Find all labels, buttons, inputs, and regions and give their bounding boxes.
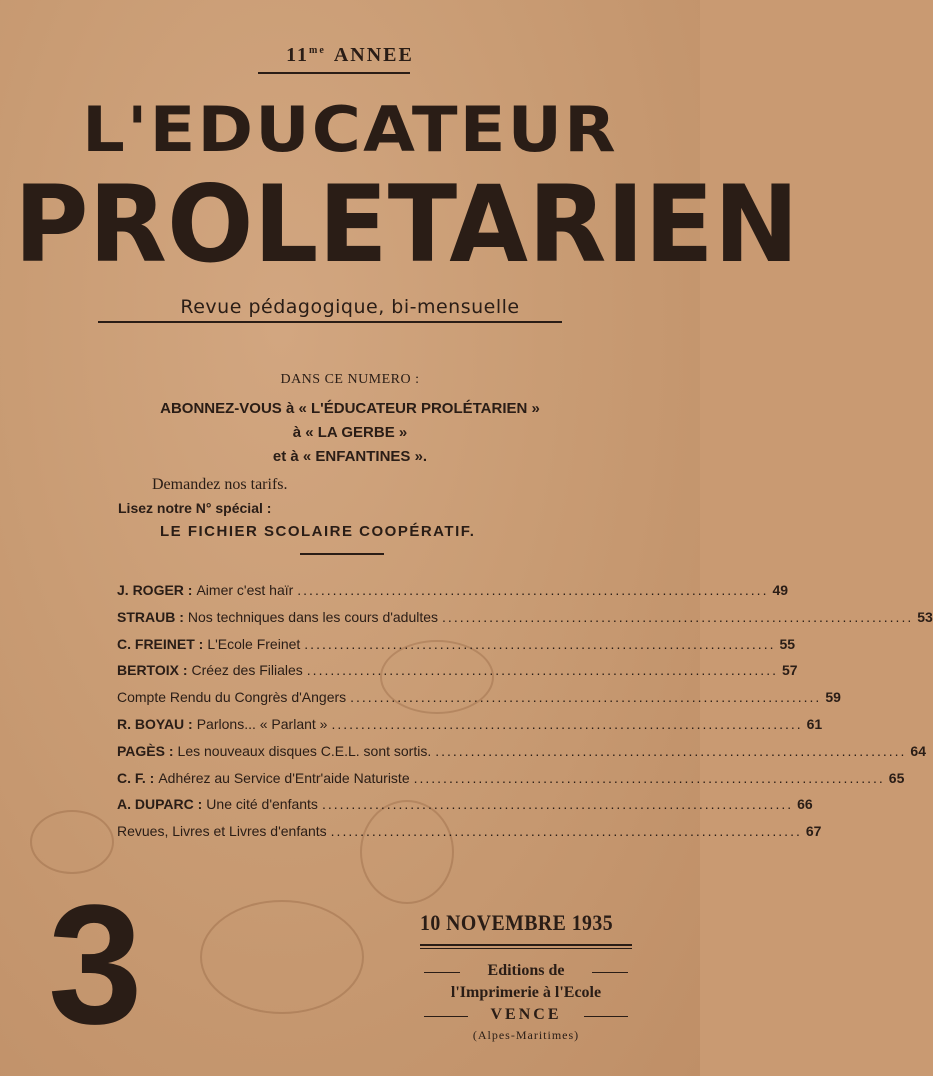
toc-author: R. BOYAU : xyxy=(117,715,193,732)
publisher-region: (Alpes-Maritimes) xyxy=(472,1028,580,1042)
toc-title: Une cité d'enfants xyxy=(206,796,318,813)
year-suffix: me xyxy=(309,45,326,57)
toc-leader-dots: ................................................................................ xyxy=(442,608,914,625)
toc-page-number: 49 xyxy=(772,582,789,598)
toc-entry xyxy=(117,635,796,663)
toc-author: C. FREINET : xyxy=(117,635,204,652)
toc-page-number: 59 xyxy=(825,689,841,706)
water-stain xyxy=(30,810,114,874)
toc-title: Adhérez au Service d'Entr'aide Naturiste xyxy=(158,769,410,786)
issue-date: 10 NOVEMBRE 1935 xyxy=(420,910,614,935)
toc-title: Les nouveaux disques C.E.L. sont sortis. xyxy=(177,742,432,759)
toc-leader-dots: ................................................................................ xyxy=(306,662,778,679)
announcement-heading: DANS CE NUMERO : xyxy=(280,372,420,387)
toc-title: Créez des Filiales xyxy=(191,662,303,679)
toc-leader-dots: ................................................................................ xyxy=(331,715,803,732)
toc-leader-dots: ................................................................................ xyxy=(304,635,776,652)
year-text: ANNEE xyxy=(333,44,414,66)
toc-page-number: 66 xyxy=(797,796,813,813)
toc-entry xyxy=(117,823,822,850)
toc-entry xyxy=(117,715,823,743)
toc-entry xyxy=(117,742,926,770)
special-issue-note: Lisez notre N° spécial : xyxy=(118,500,272,516)
toc-author: STRAUB : xyxy=(117,608,184,625)
toc-title: Aimer c'est haïr xyxy=(196,582,294,598)
table-of-contents xyxy=(117,582,933,850)
publisher-line-2: l'Imprimerie à l'Ecole xyxy=(450,984,602,1001)
toc-page-number: 61 xyxy=(806,715,823,732)
toc-entry xyxy=(117,689,841,716)
toc-entry xyxy=(117,662,798,689)
toc-page-number: 67 xyxy=(805,823,822,840)
section-divider xyxy=(300,553,384,555)
announcement-line-2: à « LA GERBE » xyxy=(292,424,408,441)
subtitle-underline xyxy=(98,321,562,323)
toc-title: Revues, Livres et Livres d'enfants xyxy=(117,823,327,840)
toc-title: Nos techniques dans les cours d'adultes xyxy=(187,608,439,625)
toc-page-number: 64 xyxy=(910,742,926,759)
toc-title: Compte Rendu du Congrès d'Angers xyxy=(117,689,347,706)
toc-leader-dots: ................................................................................ xyxy=(321,796,794,813)
toc-entry xyxy=(117,769,905,797)
tarifs-note: Demandez nos tarifs. xyxy=(152,476,288,493)
toc-entry xyxy=(117,608,933,636)
date-rule xyxy=(420,948,632,949)
date-rule xyxy=(420,944,632,946)
publisher-line-1: Editions de xyxy=(487,962,565,979)
toc-title: Parlons... « Parlant » xyxy=(196,715,328,732)
special-issue-title: LE FICHIER SCOLAIRE COOPÉRATIF. xyxy=(160,523,476,540)
toc-title: L'Ecole Freinet xyxy=(207,635,301,652)
toc-page-number: 55 xyxy=(779,635,796,652)
toc-page-number: 57 xyxy=(781,662,798,679)
title-line-1: L'EDUCATEUR xyxy=(82,93,618,166)
announcement-line-1: ABONNEZ-VOUS à « L'ÉDUCATEUR PROLÉTARIEN » xyxy=(160,400,540,417)
toc-leader-dots: ................................................................................ xyxy=(297,582,769,598)
year-number: 11 xyxy=(286,44,310,66)
title-line-2: PROLETARIEN xyxy=(14,163,799,286)
year-underline xyxy=(258,72,410,74)
toc-author: C. F. : xyxy=(117,769,155,786)
toc-page-number: 53 xyxy=(917,608,933,625)
toc-author: J. ROGER : xyxy=(117,582,193,598)
issue-number: 3 xyxy=(48,870,143,1060)
toc-page-number: 65 xyxy=(888,769,905,786)
toc-leader-dots: ................................................................................ xyxy=(330,823,802,840)
toc-author: BERTOIX : xyxy=(117,662,188,679)
toc-leader-dots: ................................................................................ xyxy=(435,742,907,759)
announcement-line-3: et à « ENFANTINES ». xyxy=(272,448,428,465)
year-label xyxy=(0,44,700,67)
toc-leader-dots: ................................................................................ xyxy=(413,769,885,786)
toc-entry xyxy=(117,582,789,609)
publisher-city: VENCE xyxy=(490,1006,562,1023)
toc-leader-dots: ................................................................................ xyxy=(350,689,822,706)
toc-entry xyxy=(117,796,813,823)
subtitle: Revue pédagogique, bi-mensuelle xyxy=(180,296,520,318)
toc-author: A. DUPARC : xyxy=(117,796,203,813)
water-stain xyxy=(200,900,364,1014)
toc-author: PAGÈS : xyxy=(117,742,174,759)
